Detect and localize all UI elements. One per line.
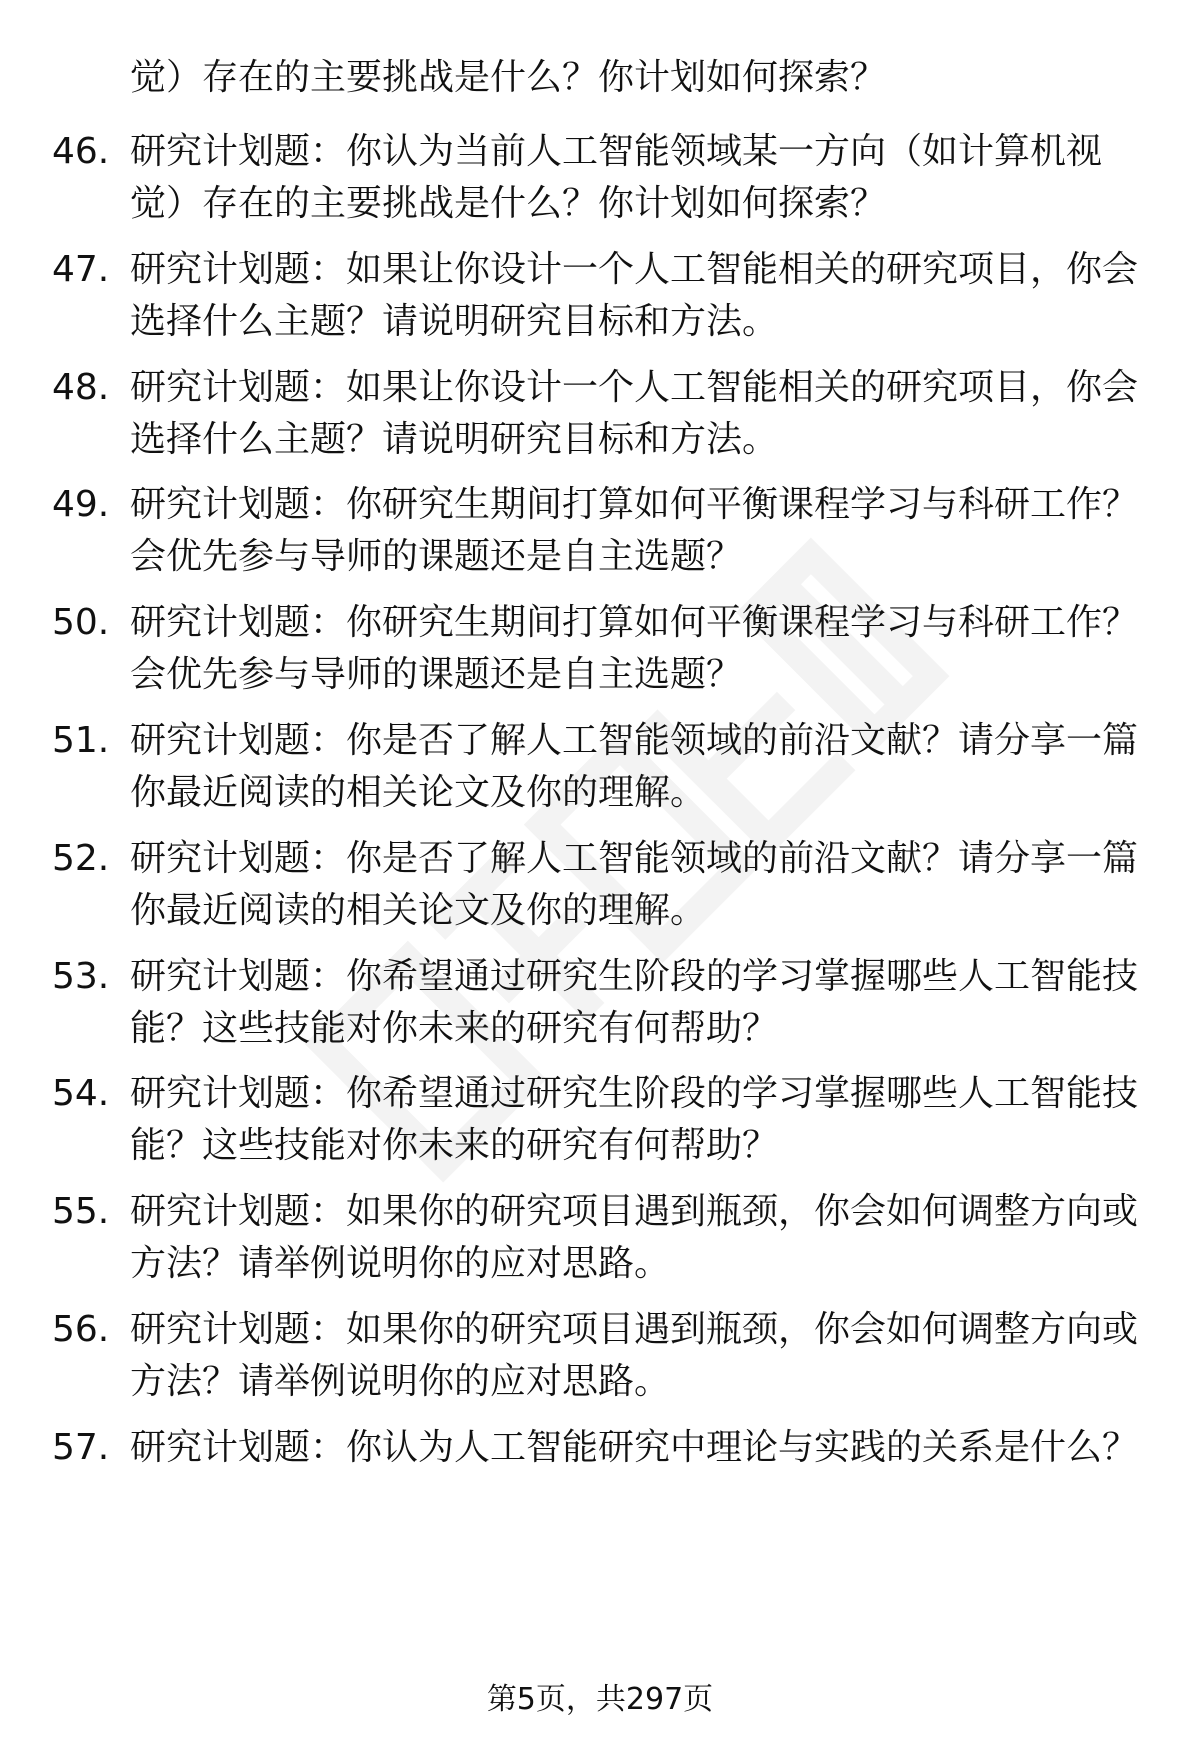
- question-text-line-1: 研究计划题：如果你的研究项目遇到瓶颈，你会如何调整方向或: [130, 1309, 1139, 1350]
- question-number: 50.: [52, 602, 110, 644]
- question-text-line-1: 研究计划题：你是否了解人工智能领域的前沿文献？请分享一篇: [130, 837, 1139, 879]
- question-text-line-1: 研究计划题：如果让你设计一个人工智能相关的研究项目，你会: [130, 366, 1139, 408]
- question-number: 51.: [52, 720, 110, 761]
- question-number: 53.: [52, 955, 110, 997]
- question-text-line-1: 研究计划题：你研究生期间打算如何平衡课程学习与科研工作？: [130, 602, 1139, 644]
- question-text-line-1: 研究计划题：你希望通过研究生阶段的学习掌握哪些人工智能技: [130, 955, 1139, 997]
- question-text-line-2: 方法？请举例说明你的应对思路。: [130, 1361, 671, 1402]
- question-text-line-1: 研究计划题：你研究生期间打算如何平衡课程学习与科研工作？: [130, 484, 1139, 526]
- question-text-line-1: 研究计划题：你希望通过研究生阶段的学习掌握哪些人工智能技: [130, 1073, 1139, 1115]
- question-text-line-1: 研究计划题：如果你的研究项目遇到瓶颈，你会如何调整方向或: [130, 1191, 1139, 1233]
- question-text-line-2: 你最近阅读的相关论文及你的理解。: [130, 889, 707, 931]
- question-number: 47.: [52, 248, 110, 290]
- question-text-line-1: 研究计划题：如果让你设计一个人工智能相关的研究项目，你会: [130, 248, 1139, 290]
- question-number: 46.: [52, 131, 110, 172]
- question-text-line-2: 觉）存在的主要挑战是什么？你计划如何探索？: [130, 183, 887, 224]
- question-number: 55.: [52, 1191, 110, 1233]
- continuation-line: 觉）存在的主要挑战是什么？你计划如何探索？: [130, 57, 887, 98]
- question-text-line-2: 会优先参与导师的课题还是自主选题？: [130, 536, 743, 578]
- question-text-line-2: 你最近阅读的相关论文及你的理解。: [130, 772, 707, 813]
- question-text-line-2: 方法？请举例说明你的应对思路。: [130, 1243, 671, 1285]
- question-text-line-2: 会优先参与导师的课题还是自主选题？: [130, 654, 743, 696]
- question-text-line-2: 选择什么主题？请说明研究目标和方法。: [130, 300, 779, 342]
- page-footer: 第5页，共297页: [486, 1682, 714, 1717]
- question-text-line-2: 能？这些技能对你未来的研究有何帮助？: [130, 1125, 779, 1167]
- question-number: 48.: [52, 366, 110, 408]
- question-number: 54.: [52, 1073, 110, 1115]
- question-text-line-1: 研究计划题：你是否了解人工智能领域的前沿文献？请分享一篇: [130, 720, 1139, 761]
- question-text-line-2: 选择什么主题？请说明研究目标和方法。: [130, 418, 779, 460]
- question-number: 56.: [52, 1309, 110, 1350]
- question-text-line-1: 研究计划题：你认为人工智能研究中理论与实践的关系是什么？: [130, 1426, 1139, 1468]
- question-number: 57.: [52, 1426, 110, 1468]
- question-number: 52.: [52, 837, 110, 879]
- question-number: 49.: [52, 484, 110, 526]
- question-text-line-1: 研究计划题：你认为当前人工智能领域某一方向（如计算机视: [130, 131, 1103, 172]
- question-text-line-2: 能？这些技能对你未来的研究有何帮助？: [130, 1007, 779, 1049]
